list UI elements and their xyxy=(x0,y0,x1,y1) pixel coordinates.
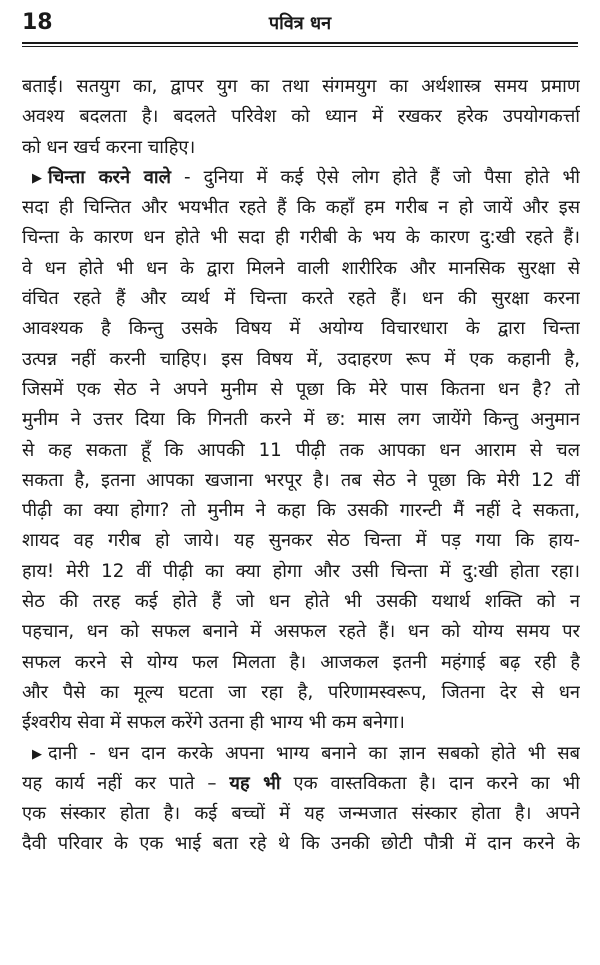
running-title: पवित्र धन xyxy=(268,13,332,34)
text-fragment: यह कार्य नहीं कर पाते – xyxy=(22,772,230,794)
text-line: दैवी परिवार के एक भाई बता रहे थे कि उनकी छोटी पौत्री में दान करने के xyxy=(22,833,580,855)
text-line xyxy=(22,739,580,769)
text-line: चिन्ता के कारण धन होते भी सदा ही गरीबी के भय के कारण दु:खी रहते हैं। xyxy=(22,227,580,249)
text-line xyxy=(22,163,580,193)
header-rule xyxy=(22,42,578,44)
text-line: पीढ़ी का क्या होगा? तो मुनीम ने कहा कि उसकी गारन्टी मैं नहीं दे सकता, xyxy=(22,500,580,522)
text-line: आवश्यक है किन्तु उसके विषय में अयोग्य विचारधारा के द्वारा चिन्ता xyxy=(22,318,580,340)
text-line: एक संस्कार होता है। कई बच्चों में यह जन्मजात संस्कार होता है। अपने xyxy=(22,803,580,825)
text-line: पहचान, धन को सफल बनाने में असफल रहते हैं। धन को योग्य समय पर xyxy=(22,621,580,643)
text-line: से कह सकता हूँ कि आपकी 11 पीढ़ी तक आपका धन आराम से चल xyxy=(22,439,580,461)
text-line: ईश्वरीय सेवा में सफल करेंगे उतना ही भाग्य भी कम बनेगा। xyxy=(22,712,405,734)
header-rule-thin xyxy=(22,46,578,47)
bullet-icon: ▶ xyxy=(32,746,42,762)
text-line: और पैसे का मूल्य घटता जा रहा है, परिणामस्वरूप, जितना देर से धन xyxy=(22,681,580,703)
text-line: सफल करने से योग्य फल मिलता है। आजकल इतनी महंगाई बढ़ रही है xyxy=(22,651,580,673)
text-line: को धन खर्च करना चाहिए। xyxy=(22,136,196,158)
text-line xyxy=(22,769,580,799)
text-fragment: दानी - धन दान करके अपना भाग्य बनाने का ज्ञान सबको होते भी सब xyxy=(48,742,580,764)
text-line: उत्पन्न नहीं करनी चाहिए। इस विषय में, उदाहरण रूप में एक कहानी है, xyxy=(22,348,580,370)
text-line: मुनीम ने उत्तर दिया कि गिनती करने में छ: मास लग जायेंगे किन्तु अनुमान xyxy=(22,409,580,431)
text-line: वंचित रहते हैं और व्यर्थ में चिन्ता करते रहते हैं। धन की सुरक्षा करना xyxy=(22,288,580,310)
page-number: 18 xyxy=(22,10,53,35)
page-body xyxy=(22,72,580,860)
text-fragment: एक वास्तविकता है। दान करने का भी xyxy=(280,772,580,794)
text-line: सकता है, इतना आपका खजाना भरपूर है। तब सेठ ने पूछा कि मेरी 12 वीं xyxy=(22,469,580,491)
text-line: हाय! मेरी 12 वीं पीढ़ी का क्या होगा और उसी चिन्ता में दु:खी होता रहा। xyxy=(22,560,580,582)
text-line: जिसमें एक सेठ ने अपने मुनीम से पूछा कि मेरे पास कितना धन है? तो xyxy=(22,378,580,400)
section-heading: चिन्ता करने वाले xyxy=(48,166,171,188)
text-line: बताईं। सतयुग का, द्वापर युग का तथा संगमयुग का अर्थशास्त्र समय प्रमाण xyxy=(22,76,580,97)
text-fragment: - दुनिया में कई ऐसे लोग होते हैं जो पैसा होते भी xyxy=(170,166,580,188)
emphasis-text: यह भी xyxy=(229,772,281,794)
text-line: सेठ की तरह कई होते हैं जो धन होते भी उसकी यथार्थ शक्ति को न xyxy=(22,591,580,613)
bullet-icon: ▶ xyxy=(32,170,42,186)
text-line: सदा ही चिन्तित और भयभीत रहते हैं कि कहाँ हम गरीब न हो जायें और इस xyxy=(22,197,580,219)
text-line: अवश्य बदलता है। बदलते परिवेश को ध्यान में रखकर हरेक उपयोगकर्त्ता xyxy=(22,106,580,128)
text-line: शायद वह गरीब हो जाये। यह सुनकर सेठ चिन्ता में पड़ गया कि हाय- xyxy=(22,530,580,552)
text-line: वे धन होते भी धन के द्वारा मिलने वाली शारीरिक और मानसिक सुरक्षा से xyxy=(22,257,580,279)
page-header xyxy=(22,6,578,46)
